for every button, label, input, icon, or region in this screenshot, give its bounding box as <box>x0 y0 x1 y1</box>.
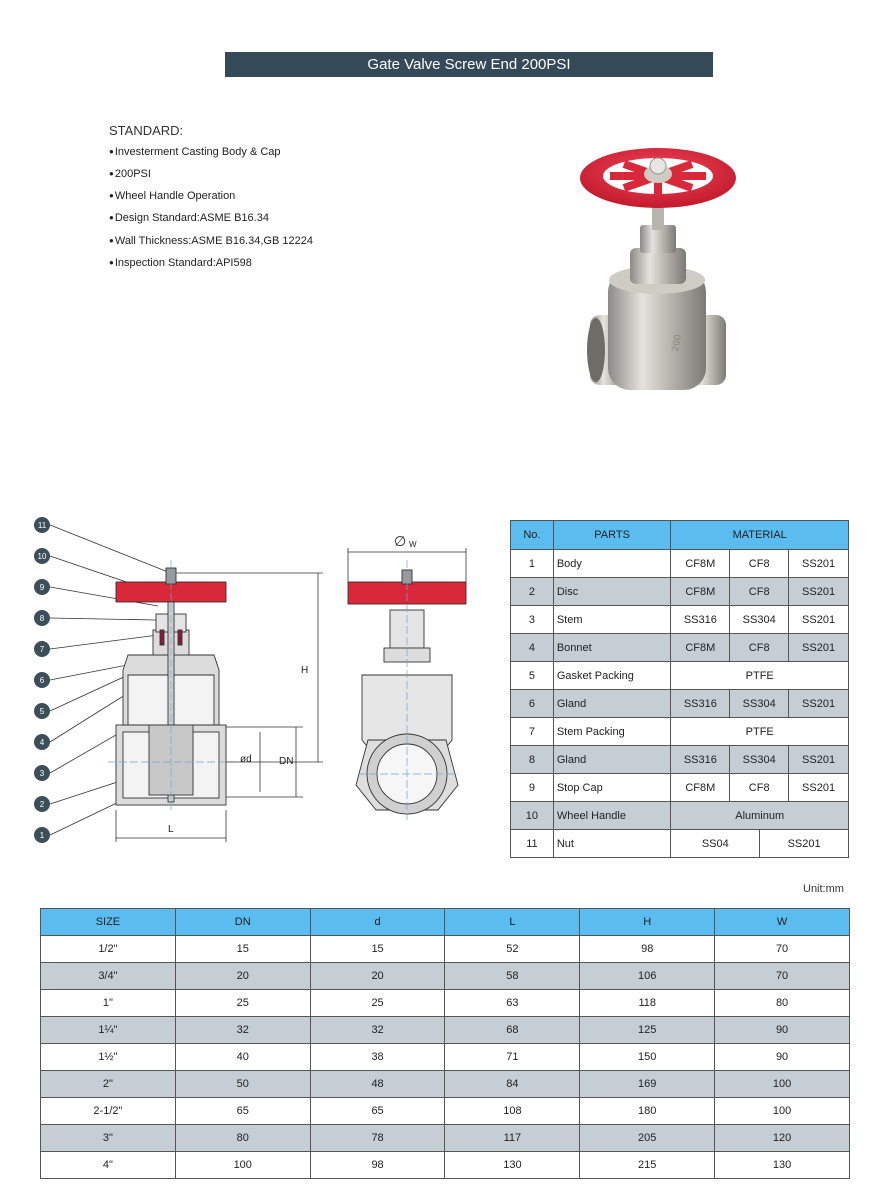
bullet-icon: ● <box>109 235 114 245</box>
callout-4 <box>34 734 50 750</box>
table-cell: 70 <box>715 936 850 963</box>
table-cell: 52 <box>445 936 580 963</box>
table-cell: 10 <box>511 802 554 830</box>
table-cell: 1" <box>41 990 176 1017</box>
callout-5 <box>34 703 50 719</box>
svg-text:10: 10 <box>37 552 47 561</box>
dim-w-label: W <box>409 540 417 549</box>
table-cell: SS304 <box>730 606 789 634</box>
table-cell: CF8M <box>671 578 730 606</box>
callout-9 <box>34 579 50 595</box>
table-cell: Stem <box>553 606 671 634</box>
bullet-icon: ● <box>109 258 114 267</box>
bullet-icon: ● <box>109 169 114 178</box>
table-cell: 180 <box>580 1098 715 1125</box>
table-row <box>511 578 849 606</box>
table-cell: SS316 <box>671 606 730 634</box>
table-row <box>41 1017 850 1044</box>
table-cell: 63 <box>445 990 580 1017</box>
unit-label: Unit:mm <box>803 883 844 895</box>
callout-1 <box>34 827 50 843</box>
table-row <box>41 1044 850 1071</box>
standard-item: ●200PSI <box>109 168 151 180</box>
table-row <box>511 718 849 746</box>
dim-dn-label: DN <box>279 756 294 767</box>
table-cell: SS201 <box>789 746 849 774</box>
table-cell: Disc <box>553 578 671 606</box>
standard-item: ●Investerment Casting Body & Cap <box>109 146 281 158</box>
table-row <box>511 774 849 802</box>
table-cell: 130 <box>715 1152 850 1179</box>
table-cell: 6 <box>511 690 554 718</box>
table-cell: 108 <box>445 1098 580 1125</box>
page-title: Gate Valve Screw End 200PSI <box>225 52 713 77</box>
callout-8 <box>34 610 50 626</box>
table-cell: SS304 <box>730 746 789 774</box>
table-cell: 8 <box>511 746 554 774</box>
table-cell: 71 <box>445 1044 580 1071</box>
table-cell: 32 <box>310 1017 445 1044</box>
table-cell: Gland <box>553 690 671 718</box>
table-cell: SS201 <box>789 578 849 606</box>
header-h: H <box>580 909 715 936</box>
parts-table <box>510 520 849 858</box>
table-cell: 68 <box>445 1017 580 1044</box>
svg-text:7: 7 <box>39 645 45 654</box>
table-cell: 70 <box>715 963 850 990</box>
standard-item: ●Wheel Handle Operation <box>109 190 236 202</box>
bullet-icon: ● <box>109 213 114 222</box>
table-cell: 65 <box>310 1098 445 1125</box>
technical-drawing <box>28 510 488 850</box>
header-dn: DN <box>175 909 310 936</box>
standard-heading: STANDARD: <box>109 123 184 138</box>
table-cell: Nut <box>553 830 671 858</box>
table-cell: CF8 <box>730 634 789 662</box>
table-cell: Gasket Packing <box>553 662 671 690</box>
table-row <box>41 1071 850 1098</box>
table-cell: Stem Packing <box>553 718 671 746</box>
header-d: d <box>310 909 445 936</box>
callout-11 <box>34 517 50 533</box>
svg-text:2: 2 <box>39 800 45 809</box>
table-cell: CF8 <box>730 774 789 802</box>
table-cell: 20 <box>175 963 310 990</box>
table-cell: 32 <box>175 1017 310 1044</box>
header-material: MATERIAL <box>671 521 849 550</box>
table-cell: 117 <box>445 1125 580 1152</box>
standard-list <box>109 123 313 275</box>
table-cell: SS304 <box>730 690 789 718</box>
table-row <box>511 690 849 718</box>
standard-item: ●Design Standard:ASME B16.34 <box>109 212 269 224</box>
table-cell: CF8M <box>671 550 730 578</box>
parts-header-row <box>511 521 849 550</box>
callout-3 <box>34 765 50 781</box>
svg-text:5: 5 <box>39 707 45 716</box>
svg-text:6: 6 <box>39 676 45 685</box>
table-cell: Body <box>553 550 671 578</box>
size-table <box>40 908 850 1179</box>
table-cell: SS201 <box>789 690 849 718</box>
table-cell: 65 <box>175 1098 310 1125</box>
standard-item: ●Inspection Standard:API598 <box>109 257 252 269</box>
table-cell: 20 <box>310 963 445 990</box>
table-cell: 90 <box>715 1017 850 1044</box>
table-cell: 118 <box>580 990 715 1017</box>
table-cell: 4 <box>511 634 554 662</box>
table-cell: 2" <box>41 1071 176 1098</box>
table-cell: 1½" <box>41 1044 176 1071</box>
table-row <box>511 746 849 774</box>
table-cell: CF8M <box>671 774 730 802</box>
table-cell: 1 <box>511 550 554 578</box>
table-cell: SS04 SS201 <box>671 830 849 858</box>
bullet-icon: ● <box>109 191 114 200</box>
table-cell: 25 <box>175 990 310 1017</box>
table-cell: 100 <box>715 1098 850 1125</box>
table-cell: 15 <box>310 936 445 963</box>
table-cell: 78 <box>310 1125 445 1152</box>
table-cell: 25 <box>310 990 445 1017</box>
table-cell: SS316 <box>671 746 730 774</box>
table-cell: 120 <box>715 1125 850 1152</box>
table-cell: 4" <box>41 1152 176 1179</box>
table-cell: Gland <box>553 746 671 774</box>
table-row <box>41 1125 850 1152</box>
table-row <box>41 990 850 1017</box>
header-l: L <box>445 909 580 936</box>
table-cell: 98 <box>580 936 715 963</box>
table-cell: 1/2" <box>41 936 176 963</box>
table-cell: 3" <box>41 1125 176 1152</box>
table-cell: 100 <box>715 1071 850 1098</box>
svg-text:4: 4 <box>39 738 45 747</box>
table-cell: CF8 <box>730 550 789 578</box>
table-cell: PTFE <box>671 662 849 690</box>
table-cell: 3/4" <box>41 963 176 990</box>
table-cell: SS316 <box>671 690 730 718</box>
table-cell: 2 <box>511 578 554 606</box>
table-cell: SS201 <box>789 606 849 634</box>
table-cell: 2-1/2" <box>41 1098 176 1125</box>
table-cell: Stop Cap <box>553 774 671 802</box>
table-row <box>41 1152 850 1179</box>
table-cell: 125 <box>580 1017 715 1044</box>
dim-h-label: H <box>301 665 309 676</box>
table-cell: 40 <box>175 1044 310 1071</box>
size-header-row <box>41 909 850 936</box>
table-row <box>511 802 849 830</box>
svg-text:11: 11 <box>37 521 47 530</box>
table-cell: CF8 <box>730 578 789 606</box>
table-cell: Bonnet <box>553 634 671 662</box>
standard-item: ●Wall Thickness:ASME B16.34,GB 12224 <box>109 234 313 247</box>
table-cell: 80 <box>175 1125 310 1152</box>
table-cell: 98 <box>310 1152 445 1179</box>
header-w: W <box>715 909 850 936</box>
table-cell: 11 <box>511 830 554 858</box>
svg-text:200: 200 <box>671 333 684 353</box>
callout-labels <box>34 517 50 843</box>
table-cell: SS201 <box>789 550 849 578</box>
table-row <box>41 963 850 990</box>
table-row <box>41 936 850 963</box>
svg-text:1: 1 <box>39 831 45 840</box>
svg-text:9: 9 <box>39 583 45 592</box>
table-cell: 205 <box>580 1125 715 1152</box>
table-cell: 15 <box>175 936 310 963</box>
table-row <box>511 634 849 662</box>
table-cell: 90 <box>715 1044 850 1071</box>
table-cell: 7 <box>511 718 554 746</box>
svg-text:8: 8 <box>39 614 45 623</box>
table-cell: 58 <box>445 963 580 990</box>
table-cell: 48 <box>310 1071 445 1098</box>
header-size: SIZE <box>41 909 176 936</box>
callout-10 <box>34 548 50 564</box>
table-cell: 3 <box>511 606 554 634</box>
table-cell: 1¼" <box>41 1017 176 1044</box>
callout-2 <box>34 796 50 812</box>
table-cell: SS201 <box>789 634 849 662</box>
gate-valve-photo <box>560 130 750 405</box>
table-cell: 80 <box>715 990 850 1017</box>
table-cell: 50 <box>175 1071 310 1098</box>
table-row <box>511 662 849 690</box>
diameter-icon: ∅ <box>394 533 407 549</box>
table-cell: 5 <box>511 662 554 690</box>
table-cell: 38 <box>310 1044 445 1071</box>
table-cell: SS201 <box>789 774 849 802</box>
table-cell: Aluminum <box>671 802 849 830</box>
dim-od-label: ød <box>240 754 252 765</box>
table-cell: 9 <box>511 774 554 802</box>
dim-l-label: L <box>168 824 174 835</box>
table-row <box>511 606 849 634</box>
table-cell: PTFE <box>671 718 849 746</box>
table-cell: 100 <box>175 1152 310 1179</box>
table-cell: CF8M <box>671 634 730 662</box>
header-no: No. <box>511 521 554 550</box>
table-cell: Wheel Handle <box>553 802 671 830</box>
table-cell: 130 <box>445 1152 580 1179</box>
table-cell: 84 <box>445 1071 580 1098</box>
callout-6 <box>34 672 50 688</box>
header-parts: PARTS <box>553 521 671 550</box>
table-row <box>511 550 849 578</box>
table-row <box>511 830 849 858</box>
bullet-icon: ● <box>109 147 114 156</box>
callout-7 <box>34 641 50 657</box>
table-cell: 215 <box>580 1152 715 1179</box>
table-row <box>41 1098 850 1125</box>
svg-text:3: 3 <box>39 769 45 778</box>
table-cell: 169 <box>580 1071 715 1098</box>
table-cell: 106 <box>580 963 715 990</box>
table-cell: 150 <box>580 1044 715 1071</box>
